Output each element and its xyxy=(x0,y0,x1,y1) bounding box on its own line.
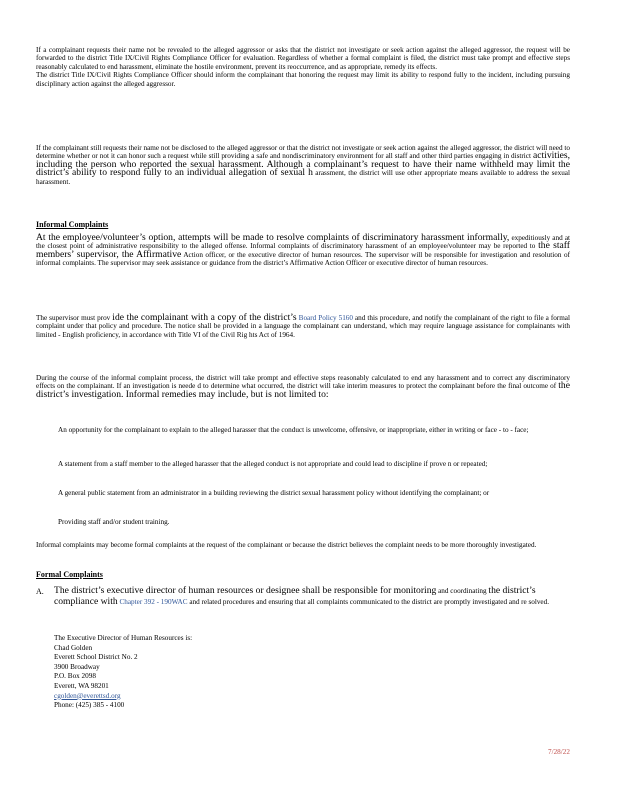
formal-complaints-heading: Formal Complaints xyxy=(36,570,103,579)
supervisor-part1: The supervisor must prov xyxy=(36,314,111,322)
board-policy-link[interactable]: Board Policy 5160 xyxy=(298,314,353,322)
informal-to-formal-paragraph xyxy=(36,541,570,549)
intro-section xyxy=(36,46,570,88)
informal-intro-part4: Action officer, or the executive director of human resources. The supervisor will be responsible for investigation and resolution of informal complaints. The supervisor may seek assistance or guidance from the district’s Affirmative Action Officer or executive director of human resources. xyxy=(36,250,570,268)
contact-phone: Phone: (425) 385 - 4100 xyxy=(54,701,125,710)
contact-org: Everett School District No. 2 xyxy=(54,653,138,662)
paragraph-name-request: If a complainant requests their name not be revealed to the alleged aggressor or asks that the district not investigate or seek action against the alleged aggressor, the request will be forwarded to the district Title IX/Civil Rights Compliance Officer for evaluation. Regardless of whether a formal complaint is filed, the district must take prompt and effective steps reasonably calculated to end harassment, eliminate the hostile environment, prevent its reoccurrence, and as appropriate, remedy its effects. xyxy=(36,46,570,71)
list-item xyxy=(36,426,570,436)
supervisor-paragraph xyxy=(36,314,570,339)
list-item xyxy=(36,489,570,499)
contact-intro: The Executive Director of Human Resources is: xyxy=(54,634,193,642)
bullet-text: A statement from a staff member to the alleged harasser that the alleged conduct is not appropriate and could lead to discipline if prove n or repeated; xyxy=(58,460,488,468)
contact-name: Chad Golden xyxy=(54,643,93,652)
contact-block xyxy=(54,634,192,711)
paragraph-withheld-part2: activities, including the person who reported the sexual harassment. Although a complainant’s request to have their name withheld may limit the district’s ability to respond fully to an individual allegation of sexual h xyxy=(36,150,571,179)
paragraph-compliance-officer: The district Title IX/Civil Rights Compliance Officer should inform the complainant that honoring the request may limit its ability to respond fully to the incident, including pursuing disciplinary action against the alleged aggressor. xyxy=(36,71,570,88)
bullet-text: Providing staff and/or student training. xyxy=(58,518,170,526)
informal-process-paragraph xyxy=(36,374,570,399)
item-a-label: A. xyxy=(36,587,44,596)
informal-complaints-section xyxy=(36,220,570,268)
wac-chapter-link[interactable]: Chapter 392 - 190WAC xyxy=(119,597,188,606)
withheld-name-section xyxy=(36,144,570,186)
contact-street: 3900 Broadway xyxy=(54,662,100,671)
contact-po-box: P.O. Box 2098 xyxy=(54,672,96,681)
informal-intro-part2: expeditiously and at the closest point of administrative responsibility to the alleged offense. Informal complaints of discriminatory harassment of an employee/volunteer may be reported to xyxy=(36,234,571,251)
contact-city: Everett, WA 98201 xyxy=(54,681,109,690)
footer-date: 7/28/22 xyxy=(548,748,570,756)
informal-process-part2: the district’s investigation. Informal remedies may include, but is not limited to: xyxy=(36,380,570,400)
bullet-text: A general public statement from an administrator in a building reviewing the district sexual harassment policy without identifying the complainant; or xyxy=(58,489,490,497)
bullet-text: An opportunity for the complainant to explain to the alleged harasser that the conduct is unwelcome, offensive, or inappropriate, either in writing or face - to - face; xyxy=(58,426,529,434)
list-item xyxy=(36,518,570,528)
informal-intro-part3: the staff members’ supervisor, the Affirmative xyxy=(36,240,571,260)
formal-item-a xyxy=(36,586,570,607)
informal-to-formal-text: Informal complaints may become formal complaints at the request of the complainant or because the district believes the complaint needs to be more thoroughly investigated. xyxy=(36,541,537,549)
supervisor-part2: ide the complainant with a copy of the district’s xyxy=(112,312,297,323)
informal-process-part1: During the course of the informal complaint process, the district will take prompt and effective steps reasonably calculated to end any harassment and to correct any discriminatory effects on the complainant. If an investigation is neede d to determine what occurred, the district will take interim measures to protect the complainant before the final outcome of xyxy=(36,374,570,391)
formal-complaints-section xyxy=(36,570,570,580)
list-item xyxy=(36,460,570,470)
informal-complaints-heading: Informal Complaints xyxy=(36,220,109,229)
supervisor-part3: and this procedure, and notify the complainant of the right to file a formal complaint under that policy and procedure. The notice shall be provided in a language the complainant can understand, which may require language assistance for complainants with limited - English proficiency, in accordance with Title VI of the Civil Rig hts Act of 1964. xyxy=(36,314,570,339)
item-a-part1: The district’s executive director of human resources or designee shall be responsible for monitoring xyxy=(54,585,437,596)
item-a-part4: and related procedures and ensuring that all complaints communicated to the district are promptly investigated and re solved. xyxy=(189,597,550,606)
item-a-part2: and coordinating xyxy=(438,587,487,595)
item-a-part3: the district’s compliance with xyxy=(54,585,536,607)
paragraph-withheld-part3: arassment, the district will use other appropriate means available to address the sexual harassment. xyxy=(36,169,570,186)
informal-intro-part1: At the employee/volunteer’s option, attempts will be made to resolve complaints of discriminatory harassment informally, xyxy=(36,232,510,243)
contact-email-link[interactable]: cgolden@everettsd.org xyxy=(54,691,121,700)
paragraph-withheld-part1: If the complainant still requests their name not be disclosed to the alleged aggressor or that the district not investigate or seek action against the alleged aggressor, the district will need to determine whether or not it can honor such a request while still providing a safe and nondiscriminatory environment for all staff and other third parties engaging in district xyxy=(36,144,570,161)
